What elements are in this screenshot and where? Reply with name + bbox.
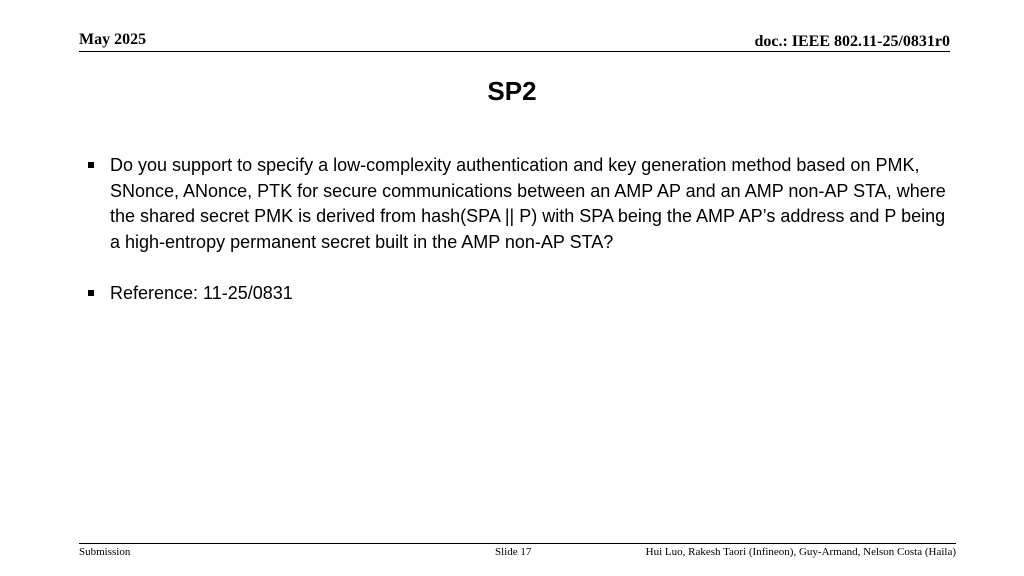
header-divider <box>79 51 950 52</box>
header-doc-id: doc.: IEEE 802.11-25/0831r0 <box>754 33 950 50</box>
bullet-text: Reference: 11-25/0831 <box>110 283 293 303</box>
bullet-text: Do you support to specify a low-complexity authentication and key generation method based on PMK, SNonce, ANonce, PTK for secure communications between an AMP AP and an AMP non-AP STA, where the shared secret PMK is derived from hash(SPA || P) with SPA being the AMP AP’s address and P being a high-entropy permanent secret built in the AMP non-AP STA? <box>110 155 946 252</box>
footer-divider <box>79 543 956 544</box>
square-bullet-icon <box>88 290 94 296</box>
footer-authors: Hui Luo, Rakesh Taori (Infineon), Guy-Armand, Nelson Costa (Haila) <box>645 546 956 558</box>
bullet-item <box>86 153 946 255</box>
header-date: May 2025 <box>79 31 147 48</box>
slide-title: SP2 <box>487 76 537 106</box>
bullet-item <box>86 281 946 307</box>
footer-submission: Submission <box>79 546 131 558</box>
slide-content <box>86 153 946 307</box>
square-bullet-icon <box>88 162 94 168</box>
footer-slide-number: Slide 17 <box>495 546 532 558</box>
